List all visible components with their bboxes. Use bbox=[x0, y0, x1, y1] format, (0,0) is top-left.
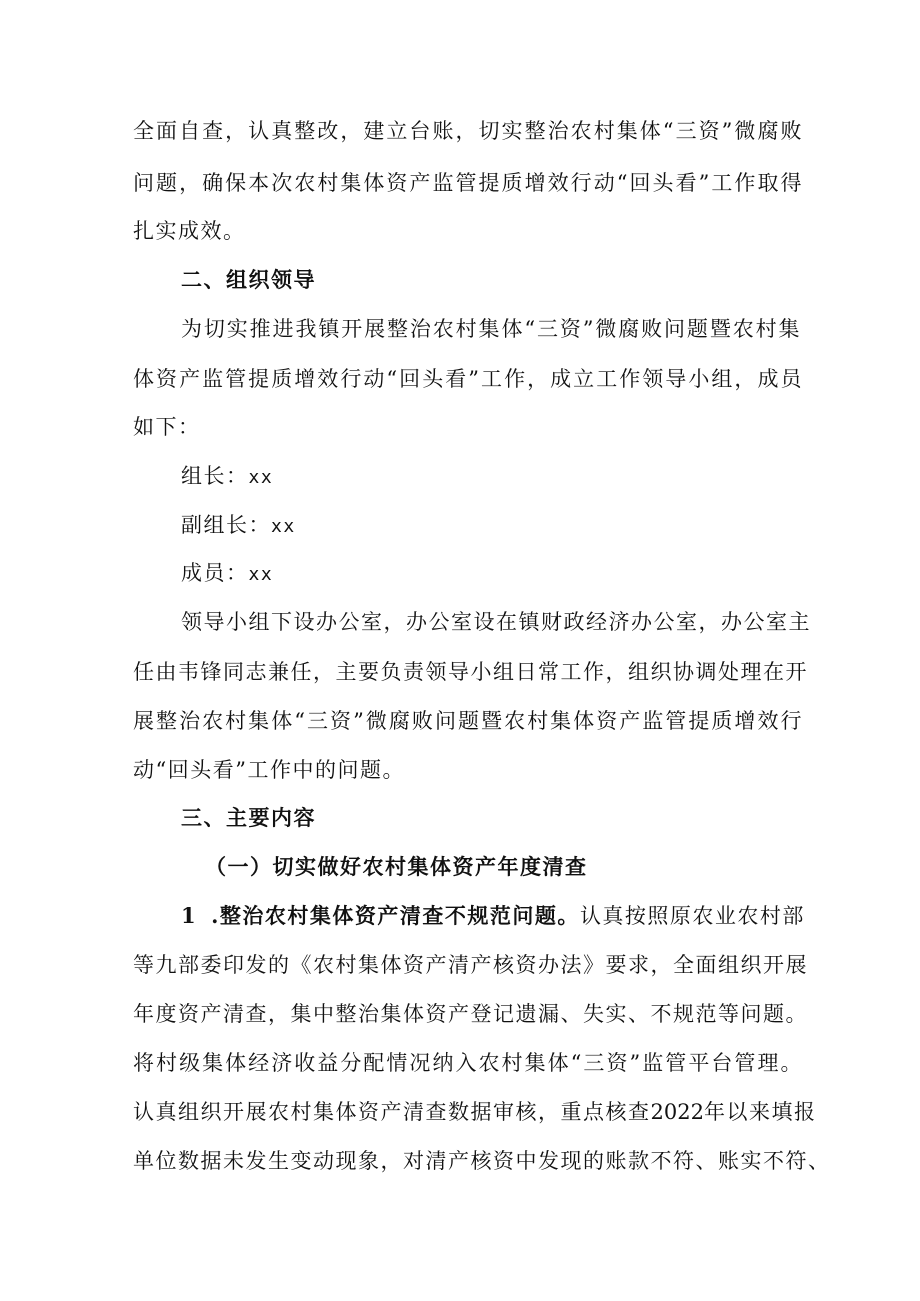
intro-line-3: 扎实成效。 bbox=[133, 219, 246, 243]
section-3-heading: 三、主要内容 bbox=[181, 805, 316, 830]
item-1-line-4: 将村级集体经济收益分配情况纳入农村集体“三资”监管平台管理。 bbox=[133, 1051, 803, 1075]
section-3-subheading: （一）切实做好农村集体资产年度清查 bbox=[205, 854, 588, 879]
deputy-entry bbox=[181, 511, 801, 541]
leader-label: 组长： bbox=[181, 464, 249, 488]
intro-line-1: 全面自查，认真整改，建立台账，切实整治农村集体“三资”微腐败 bbox=[133, 119, 803, 143]
section-2-para-line-3: 如下： bbox=[133, 415, 201, 439]
item-1-line-5-year: 2022 bbox=[650, 1100, 704, 1124]
deputy-value: xx bbox=[271, 516, 296, 537]
item-1-line-6: 单位数据未发生变动现象，对清产核资中发现的账款不符、账实不符、 bbox=[133, 1149, 831, 1173]
item-1-line-2: 等九部委印发的《农村集体资产清产核资办法》要求，全面组织开展 bbox=[133, 953, 808, 977]
item-1-line-3: 年度资产清查，集中整治集体资产登记遗漏、失实、不规范等问题。 bbox=[133, 1002, 808, 1026]
office-para-line-1: 领导小组下设办公室，办公室设在镇财政经济办公室，办公室主 bbox=[181, 610, 811, 634]
item-1-line-1 bbox=[181, 902, 805, 930]
item-1-title: .整治农村集体资产清查不规范问题。 bbox=[211, 903, 580, 928]
item-1-line-5-b: 年以来填报 bbox=[703, 1100, 817, 1124]
leader-entry bbox=[181, 462, 801, 492]
section-2-heading: 二、组织领导 bbox=[181, 267, 316, 292]
deputy-label: 副组长： bbox=[181, 513, 271, 537]
item-1-line-5-a: 认真组织开展农村集体资产清查数据审核，重点核查 bbox=[133, 1100, 651, 1124]
item-1-number: 1 bbox=[181, 903, 198, 928]
member-value: xx bbox=[248, 564, 274, 585]
section-2-para-line-1: 为切实推进我镇开展整治农村集体“三资”微腐败问题暨农村集 bbox=[181, 317, 801, 341]
leader-value: xx bbox=[248, 467, 274, 488]
member-entry bbox=[181, 559, 801, 589]
office-para-line-2: 任由韦锋同志兼任，主要负责领导小组日常工作，组织协调处理在开 bbox=[133, 660, 808, 684]
office-para-line-3: 展整治农村集体“三资”微腐败问题暨农村集体资产监管提质增效行 bbox=[133, 709, 803, 733]
member-label: 成员： bbox=[181, 561, 249, 585]
section-2-para-line-2: 体资产监管提质增效行动“回头看”工作，成立工作领导小组，成员 bbox=[133, 367, 803, 391]
item-1-line-5 bbox=[133, 1098, 817, 1126]
office-para-line-4: 动“回头看”工作中的问题。 bbox=[133, 758, 405, 782]
intro-line-2: 问题，确保本次农村集体资产监管提质增效行动“回头看”工作取得 bbox=[133, 171, 803, 195]
item-1-line-1-text: 认真按照原农业农村部 bbox=[579, 904, 805, 928]
